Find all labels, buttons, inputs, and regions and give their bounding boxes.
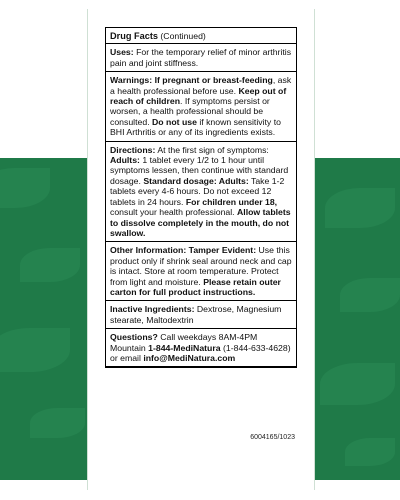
directions-text: consult your health professional. — [110, 207, 238, 218]
other-information-label: Other Information: Tamper Evident: — [110, 245, 257, 256]
leaf-pattern — [20, 248, 80, 282]
drug-facts-header — [106, 28, 296, 44]
other-information-bold: Please retain outer carton for full product instructions. — [110, 276, 281, 297]
directions-section — [106, 142, 296, 243]
leaf-pattern — [30, 408, 85, 438]
leaf-pattern — [340, 278, 400, 312]
uses-section — [106, 44, 296, 72]
questions-email: info@MediNatura.com — [143, 352, 236, 363]
inactive-ingredients-label: Inactive Ingredients: — [110, 304, 195, 315]
questions-label: Questions? — [110, 332, 158, 343]
warnings-text: . If symptoms persist or worsen, a health professional should be consulted. — [110, 96, 270, 127]
warnings-bold: Do not use — [152, 116, 197, 127]
directions-bold: For children under 18, — [185, 196, 278, 207]
directions-bold: Adults: — [110, 155, 140, 166]
leaf-pattern — [325, 188, 395, 228]
warnings-bold: Keep out of reach of children — [110, 85, 287, 107]
questions-text: (1-844-633-4628) or email — [110, 342, 291, 363]
drug-facts-continued: (Continued) — [158, 31, 206, 41]
questions-text: Call weekdays 8AM-4PM Mountain — [110, 332, 258, 353]
directions-text: Take 1-2 tablets every 4-6 hours. Do not exceed 12 tablets in 24 hours. — [110, 175, 285, 207]
inactive-ingredients-section — [106, 301, 296, 329]
lot-code: 6004165/1023 — [250, 434, 295, 441]
leaf-pattern — [0, 328, 70, 372]
warnings-bold: If pregnant or breast-feeding — [152, 75, 273, 86]
other-information-text: Use this product only if shrink seal around neck and cap is intact. Store at room temperature. Protect from light and moisture. — [110, 245, 292, 287]
warnings-label: Warnings: — [110, 75, 153, 86]
warnings-section — [106, 72, 296, 141]
inactive-ingredients-text: Dextrose, Magnesium stearate, Maltodextrin — [110, 304, 282, 325]
warnings-text: , ask a health professional before use. — [110, 75, 292, 96]
directions-text: 1 tablet every 1/2 to 1 hour until symptoms lessen, then continue with standard dosage. — [110, 155, 289, 186]
warnings-text: if known sensitivity to BHI Arthritis or any of its ingredients exists. — [110, 116, 281, 138]
directions-bold: Standard dosage: Adults: — [143, 175, 249, 186]
drug-facts-title: Drug Facts — [110, 31, 158, 41]
directions-text: At the first sign of symptoms: — [155, 144, 269, 155]
leaf-pattern — [320, 363, 395, 405]
directions-label: Directions: — [110, 144, 156, 155]
uses-label: Uses: — [110, 47, 134, 58]
uses-text: For the temporary relief of minor arthritis pain and joint stiffness. — [110, 47, 292, 68]
leaf-pattern — [345, 438, 395, 466]
other-information-section — [106, 242, 296, 301]
questions-section — [106, 329, 296, 368]
drug-facts-box — [105, 27, 297, 368]
questions-phone: 1-844-MediNatura — [148, 342, 221, 353]
leaf-pattern — [0, 168, 50, 208]
directions-bold: Allow tablets to dissolve completely in the mouth, do not swallow. — [110, 207, 291, 238]
